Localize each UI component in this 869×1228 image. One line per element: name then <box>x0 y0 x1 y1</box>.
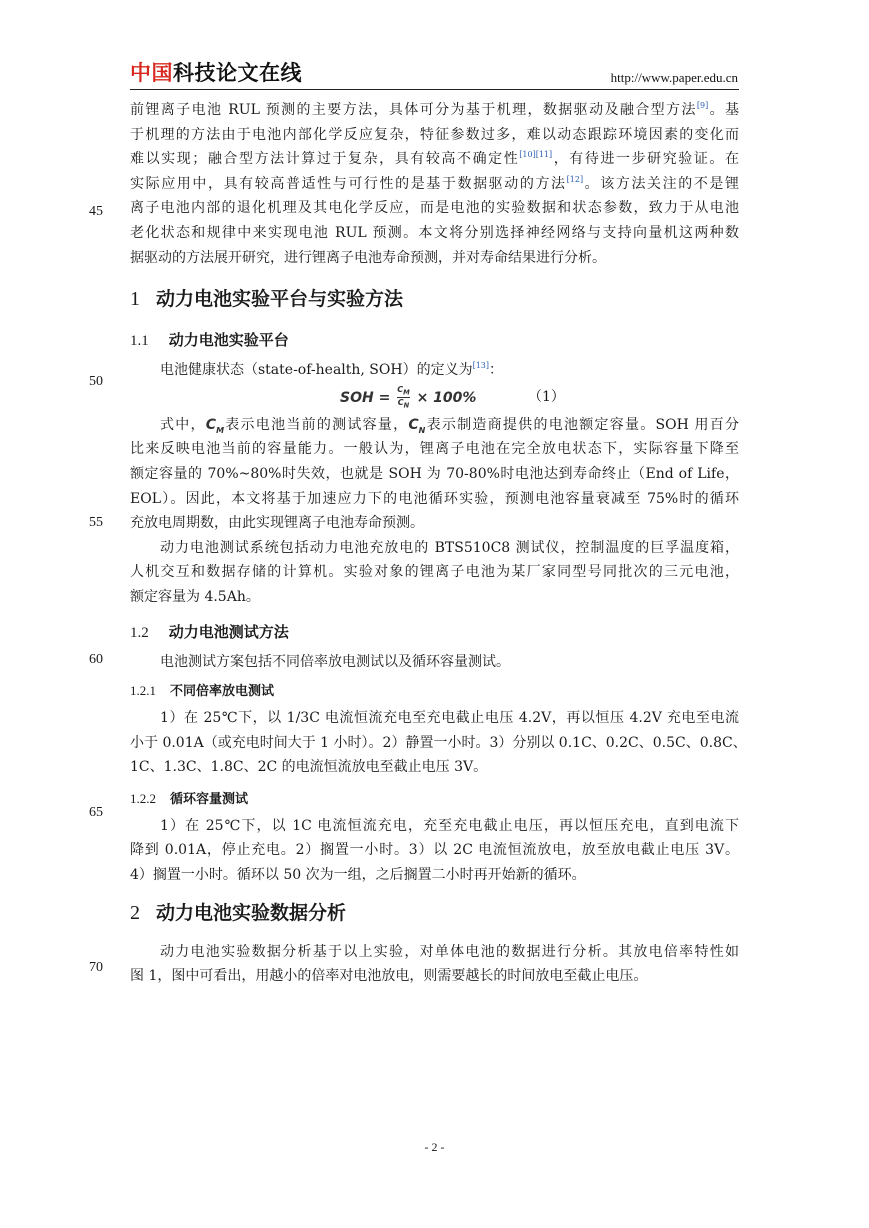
rate-line-3: 1C、1.3C、1.8C、2C 的电流恒流放电至截止电压 3V。 <box>130 759 488 776</box>
rate-paragraph <box>130 706 747 780</box>
soh-para-line-3: 额定容量的 70%~80%时失效，也就是 SOH 为 70-80%时电池达到寿命终止（End of Life， <box>130 465 739 482</box>
analysis-line-1: 动力电池实验数据分析基于以上实验，对单体电池的数据进行分析。其放电倍率特性如 <box>160 943 739 960</box>
section-1-2-1-number: 1.2.1 <box>130 683 156 699</box>
soh-paragraph <box>130 413 739 536</box>
logo-black-text: 科技论文在线 <box>173 61 302 85</box>
section-1-1-number: 1.1 <box>130 333 149 350</box>
logo-red-text: 中国 <box>130 61 173 85</box>
section-1-number: 1 <box>130 288 140 311</box>
intro-line-1: 前锂离子电池 RUL 预测的主要方法，具体可分为基于机理，数据驱动及融合型方法 <box>130 102 697 118</box>
body-text <box>130 98 747 989</box>
section-2-number: 2 <box>130 901 140 924</box>
system-line-1: 动力电池测试系统包括动力电池充放电的 BTS510C8 测试仪，控制温度的巨孚温度箱， <box>160 539 739 556</box>
intro-line-4-tail: 。该方法关注的不是锂 <box>583 175 740 192</box>
section-1-2-2-number: 1.2.2 <box>130 790 156 806</box>
intro-line-6: 老化状态和规律中来实现电池 RUL 预测。本文将分别选择神经网络与支持向量机这两种数 <box>130 224 739 241</box>
intro-line-4: 实际应用中，具有较高普适性与可行性的是基于数据驱动的方法 <box>130 175 567 192</box>
section-1-heading <box>130 284 739 314</box>
rate-line-2: 小于 0.01A（或充电时间大于 1 小时）。2）静置一小时。3）分别以 0.1C、0.2C、0.5C、0.8C、 <box>130 734 747 751</box>
section-1-2-2-heading <box>130 786 739 812</box>
soh-para-mid: 表示电池当前的测试容量， <box>224 416 409 433</box>
test-line-1: 电池测试方案包括不同倍率放电测试以及循环容量测试。 <box>160 653 510 670</box>
section-1-1-title: 动力电池实验平台 <box>168 331 289 350</box>
line-number-60: 60 <box>89 652 103 667</box>
soh-definition <box>130 358 739 383</box>
system-line-3: 额定容量为 4.5Ah。 <box>130 588 260 605</box>
citation-9[interactable]: [9] <box>696 101 709 110</box>
intro-line-3-tail: ，有待进一步研究验证。在 <box>552 151 740 168</box>
rate-line-1: 1）在 25℃下，以 1/3C 电流恒流充电至充电截止电压 4.2V，再以恒压 4.2V 充电至电流 <box>160 710 739 727</box>
system-line-2: 人机交互和数据存储的计算机。实验对象的锂离子电池为某厂家同型号同批次的三元电池， <box>130 564 739 581</box>
line-number-65: 65 <box>89 805 103 820</box>
soh-definition-text: 电池健康状态（state-of-health, SOH）的定义为 <box>160 362 473 379</box>
intro-line-7: 据驱动的方法展开研究，进行锂离子电池寿命预测，并对寿命结果进行分析。 <box>130 249 606 266</box>
citation-12[interactable]: [12] <box>566 174 584 184</box>
header-url[interactable]: http://www.paper.edu.cn <box>610 70 738 85</box>
cycle-line-2: 降到 0.01A，停止充电。2）搁置一小时。3）以 2C 电流恒流放电，放至放电截止电压 3V。 <box>130 842 739 859</box>
section-1-2-1-title: 不同倍率放电测试 <box>170 684 275 700</box>
intro-paragraph <box>130 98 739 270</box>
soh-para-end: 表示制造商提供的电池额定容量。SOH 用百分 <box>425 416 740 433</box>
equation-numerator: C <box>397 384 404 394</box>
soh-para-line-2: 比来反映电池当前的容量能力。一般认为，锂离子电池在完全放电状态下，实际容量下降至 <box>130 441 739 458</box>
equation-1 <box>130 383 739 413</box>
header-divider <box>130 89 739 90</box>
line-number-55: 55 <box>89 515 103 530</box>
section-1-2-2-title: 循环容量测试 <box>170 791 249 807</box>
cycle-line-1: 1）在 25℃下，以 1C 电流恒流充电，充至充电截止电压，再以恒压充电，直到电流下 <box>160 817 739 834</box>
system-paragraph <box>130 536 739 610</box>
intro-line-2: 于机理的方法由于电池内部化学反应复杂，特征参数过多，难以动态跟踪环境因素的变化而 <box>130 126 739 143</box>
equation-lhs: SOH = <box>340 389 391 406</box>
soh-para-line-5: 充放电周期数，由此实现锂离子电池寿命预测。 <box>130 515 424 532</box>
analysis-line-2: 图 1，图中可看出，用越小的倍率对电池放电，则需要越长的时间放电至截止电压。 <box>130 968 648 985</box>
line-number-50: 50 <box>89 374 103 389</box>
citation-13[interactable]: [13] <box>472 361 490 371</box>
section-2-heading <box>130 898 739 928</box>
citation-10-11[interactable]: [10][11] <box>519 150 553 160</box>
section-1-2-number: 1.2 <box>130 624 149 641</box>
analysis-paragraph <box>130 940 739 989</box>
section-1-title: 动力电池实验平台与实验方法 <box>156 288 404 311</box>
intro-line-1-tail: 。基 <box>708 102 739 118</box>
equation-number: （1） <box>528 388 565 405</box>
intro-line-3: 难以实现；融合型方法计算过于复杂，具有较高不确定性 <box>130 151 520 168</box>
equation-formula <box>340 385 476 411</box>
line-number-70: 70 <box>89 960 103 975</box>
soh-para-lead: 式中， <box>160 416 206 433</box>
soh-definition-tail: ： <box>489 362 504 379</box>
section-1-2-title: 动力电池测试方法 <box>168 622 289 641</box>
intro-line-5: 离子电池内部的退化机理及其电化学反应，而是电池的实验数据和状态参数，致力于从电池 <box>130 200 739 217</box>
cycle-paragraph <box>130 814 739 888</box>
section-1-2-heading <box>130 618 739 646</box>
equation-denominator-sub: N <box>403 401 410 410</box>
cycle-line-3: 4）搁置一小时。循环以 50 次为一组，之后搁置二小时再开始新的循环。 <box>130 867 586 884</box>
test-paragraph <box>130 650 739 675</box>
section-2-title: 动力电池实验数据分析 <box>156 901 347 924</box>
symbol-cm: $C_M$ <box>205 416 225 435</box>
equation-rhs: × 100% <box>416 389 477 406</box>
equation-numerator-sub: M <box>403 388 410 397</box>
section-1-1-heading <box>130 326 739 354</box>
line-number-45: 45 <box>89 204 103 219</box>
equation-denominator: C <box>397 398 404 408</box>
equation-fraction <box>397 385 410 411</box>
section-1-2-1-heading <box>130 678 739 704</box>
page-number: - 2 - <box>424 1140 445 1154</box>
symbol-cn: $C_N$ <box>408 416 426 435</box>
soh-para-line-4: EOL）。因此，本文将基于加速应力下的电池循环实验，预测电池容量衰减至 75%时的循环 <box>130 490 739 507</box>
journal-logo[interactable] <box>130 60 302 86</box>
